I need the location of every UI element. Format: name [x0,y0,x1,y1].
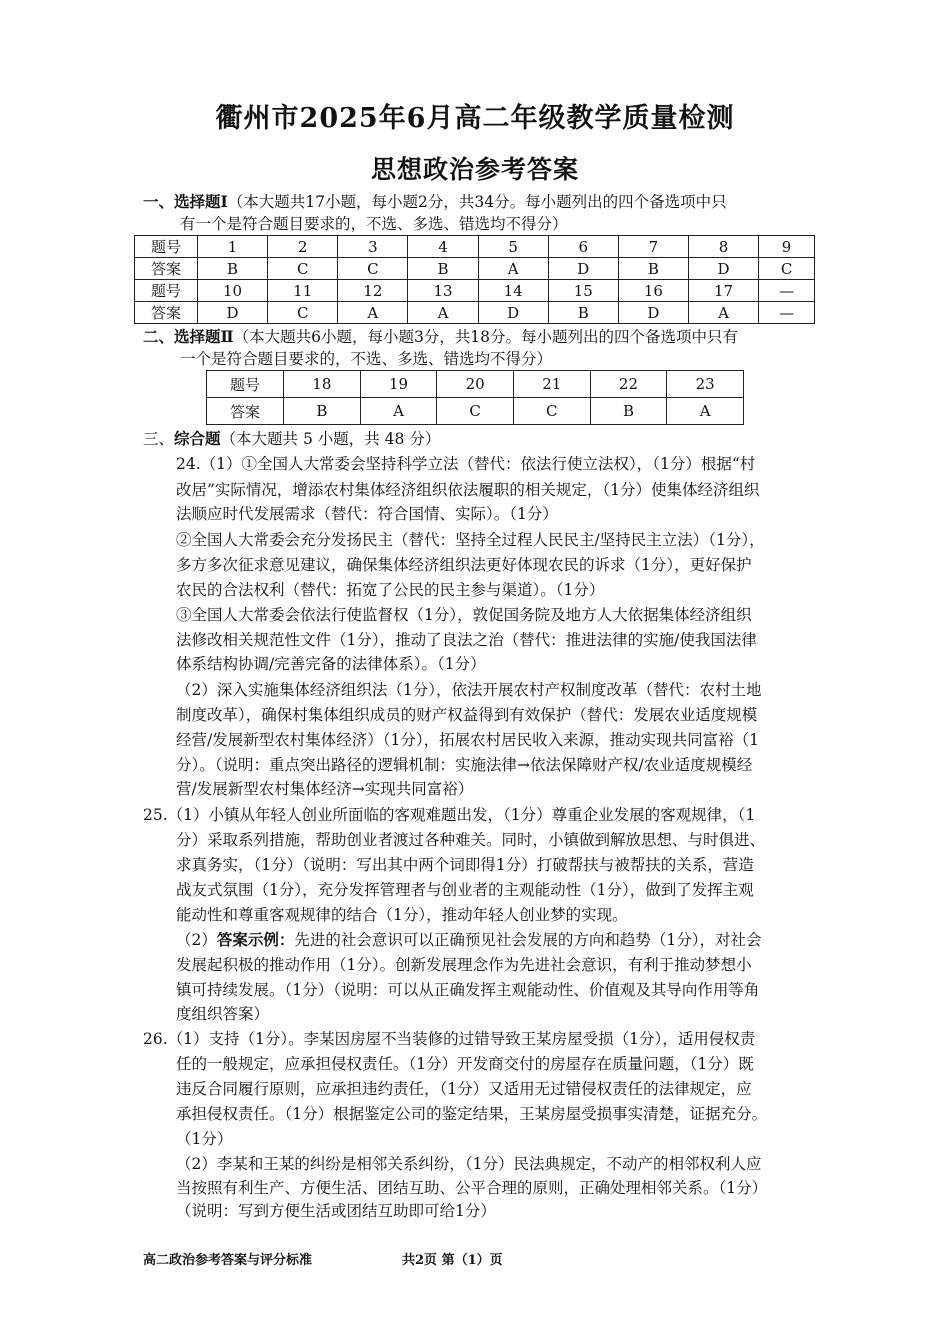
footer-title: 高二政治参考答案与评分标准 [143,1253,313,1268]
answer-cell: D [548,258,618,280]
answer-cell: B [198,258,268,280]
section3-heading-prefix: 三、 [143,430,175,448]
question-number: 19 [360,371,437,398]
q26-line: 任的一般规定，应承担侵权责任。（1分）开发商交付的房屋存在质量问题，（1分）既 [176,1055,754,1073]
answer-cell: B [618,258,688,280]
section2-answer-table [206,370,744,425]
q24-line: 分）。（说明：重点突出路径的逻辑机制：实施法律→依法保障财产权/农业适度规模经 [176,756,753,774]
section1-desc: （本大题共17小题，每小题2分，共34分。每小题列出的四个备选项中只 [227,193,727,211]
question-number: 12 [338,280,408,302]
answer-cell: A [408,302,478,324]
q25b-line [176,929,762,951]
question-number: 4 [408,236,478,258]
q24-line: 多方多次征求意见建议，确保集体经济组织法更好体现农民的诉求（1分），更好保护 [176,556,752,574]
question-number: 16 [618,280,688,302]
table-row [135,302,815,324]
answer-cell: — [759,302,815,324]
section2-desc: （本大题共6小题，每小题3分，共18分。每小题列出的四个备选项中只有 [233,328,739,346]
question-number: 9 [759,236,815,258]
question-number: 13 [408,280,478,302]
answer-cell: D [688,258,758,280]
q24-line: 法修改相关规范性文件（1分），推动了良法之治（替代：推进法律的实施/使我国法律 [176,631,757,649]
q25-line: 求真务实，（1分）（说明：写出其中两个词即得1分）打破帮扶与被帮扶的关系，营造 [176,856,754,874]
q26-line: （2）李某和王某的纠纷是相邻关系纠纷，（1分）民法典规定，不动产的相邻权利人应 [176,1155,762,1173]
table-row [135,258,815,280]
question-number: — [759,280,815,302]
section3-desc: （本大题共 5 小题，共 48 分） [220,430,441,448]
q24-line: 改居”实际情况，增添农村集体经济组织依法履职的相关规定，（1分）使集体经济组织 [176,481,760,499]
answer-cell: C [268,258,338,280]
question-number: 5 [478,236,548,258]
q25b-line: 发展起积极的推动作用（1分）。创新发展理念作为先进社会意识，有利于推动梦想小 [176,956,752,974]
answer-cell: B [284,398,361,425]
question-number: 10 [198,280,268,302]
answer-cell: C [759,258,815,280]
answer-cell: D [478,302,548,324]
question-number: 15 [548,280,618,302]
answer-cell: D [618,302,688,324]
q24-line: 24.（1）①全国人大常委会坚持科学立法（替代：依法行使立法权），（1分）根据“村 [176,455,756,473]
answer-cell: C [437,398,514,425]
answer-cell: C [513,398,590,425]
question-number: 21 [513,371,590,398]
question-number: 8 [688,236,758,258]
section1-heading-line [143,191,727,213]
section2-desc-line2: 一个是符合题目要求的，不选、多选、错选均不得分） [180,350,553,368]
q25b-answer-example-label: 答案示例： [216,930,295,949]
answer-cell: A [688,302,758,324]
row-label-answer: 答案 [207,398,284,425]
footer-page-number: 共2页 第（1）页 [402,1253,503,1268]
q24-line: 农民的合法权利（替代：拓宽了公民的民主参与渠道）。（1分） [176,581,605,599]
answer-cell: D [198,302,268,324]
q26-line: （说明：写到方便生活或团结互助即可给1分） [176,1202,496,1220]
row-label-question: 题号 [135,280,198,302]
question-number: 1 [198,236,268,258]
question-number: 23 [667,371,744,398]
q26-line: 承担侵权责任。（1分）根据鉴定公司的鉴定结果，王某房屋受损事实清楚，证据充分。 [176,1105,768,1123]
question-number: 17 [688,280,758,302]
q26-line: 当按照有利生产、方便生活、团结互助、公平合理的原则，正确处理相邻关系。（1分） [176,1179,768,1197]
q25b-line: 镇可持续发展。（1分）（说明：可以从正确发挥主观能动性、价值观及其导向作用等角 [176,981,760,999]
question-number: 2 [268,236,338,258]
q25-line: 战友式氛围（1分），充分发挥管理者与创业者的主观能动性（1分），做到了发挥主观 [176,881,754,899]
table-row [135,280,815,302]
section3-heading-line [143,428,440,450]
answer-cell: C [338,258,408,280]
answer-cell: A [338,302,408,324]
q24-line: 营/发展新型农村集体经济→实现共同富裕） [176,780,474,798]
q25b-line: 度组织答案） [176,1005,270,1023]
row-label-answer: 答案 [135,258,198,280]
page-title: 衢州市2025年6月高二年级教学质量检测 [215,103,735,134]
table-row [135,236,815,258]
q26-line: 违反合同履行原则，应承担违约责任，（1分）又适用无过错侵权责任的法律规定，应 [176,1080,752,1098]
q26-line: 26.（1）支持（1分）。李某因房屋不当装修的过错导致王某房屋受损（1分），适用侵权责 [143,1030,756,1048]
page-subtitle: 思想政治参考答案 [370,155,579,184]
section2-heading: 二、选择题Ⅱ [143,327,234,346]
question-number: 11 [268,280,338,302]
question-number: 22 [590,371,667,398]
question-number: 14 [478,280,548,302]
answer-cell: C [268,302,338,324]
answer-cell: B [408,258,478,280]
answer-cell: A [667,398,744,425]
q25-line: 能动性和尊重客观规律的结合（1分），推动年轻人创业梦的实现。 [176,906,628,924]
question-number: 20 [437,371,514,398]
q24-line: （2）深入实施集体经济组织法（1分），依法开展农村产权制度改革（替代：农村土地 [176,681,762,699]
q24-line: ③全国人大常委会依法行使监督权（1分），敦促国务院及地方人大依据集体经济组织 [176,606,752,624]
question-number: 7 [618,236,688,258]
section1-heading: 一、选择题Ⅰ [143,192,228,211]
q25-line: 分）采取系列措施，帮助创业者渡过各种难关。同时，小镇做到解放思想、与时俱进、 [176,831,766,849]
row-label-question: 题号 [135,236,198,258]
q24-line: 经营/发展新型农村集体经济）（1分），拓展农村居民收入来源，推动实现共同富裕（1 [176,731,759,749]
section1-desc-line2: 有一个是符合题目要求的，不选、多选、错选均不得分） [180,215,568,233]
answer-cell: A [360,398,437,425]
answer-cell: B [548,302,618,324]
q25-line: 25.（1）小镇从年轻人创业所面临的客观难题出发，（1分）尊重企业发展的客观规律，（1 [143,806,756,824]
q25b-prefix: （2） [176,931,217,949]
question-number: 3 [338,236,408,258]
answer-cell: A [478,258,548,280]
question-number: 18 [284,371,361,398]
row-label-answer: 答案 [135,302,198,324]
section3-heading: 综合题 [174,429,221,448]
section1-answer-table [134,235,815,324]
q24-line: 法顺应时代发展需求（替代：符合国情、实际）。（1分） [176,505,558,523]
table-row [207,371,744,398]
q26-line: （1分） [176,1130,233,1148]
q24-line: 制度改革），确保村集体组织成员的财产权益得到有效保护（替代：发展农业适度规模 [176,706,758,724]
q24-line: ②全国人大常委会充分发扬民主（替代：坚持全过程人民民主/坚持民主立法）（1分）， [176,531,765,549]
q24-line: 体系结构协调/完善完备的法律体系）。（1分） [176,655,486,673]
table-row [207,398,744,425]
q25b-text: 先进的社会意识可以正确预见社会发展的方向和趋势（1分），对社会 [294,931,762,949]
row-label-question: 题号 [207,371,284,398]
section2-heading-line [143,326,738,348]
answer-cell: B [590,398,667,425]
question-number: 6 [548,236,618,258]
